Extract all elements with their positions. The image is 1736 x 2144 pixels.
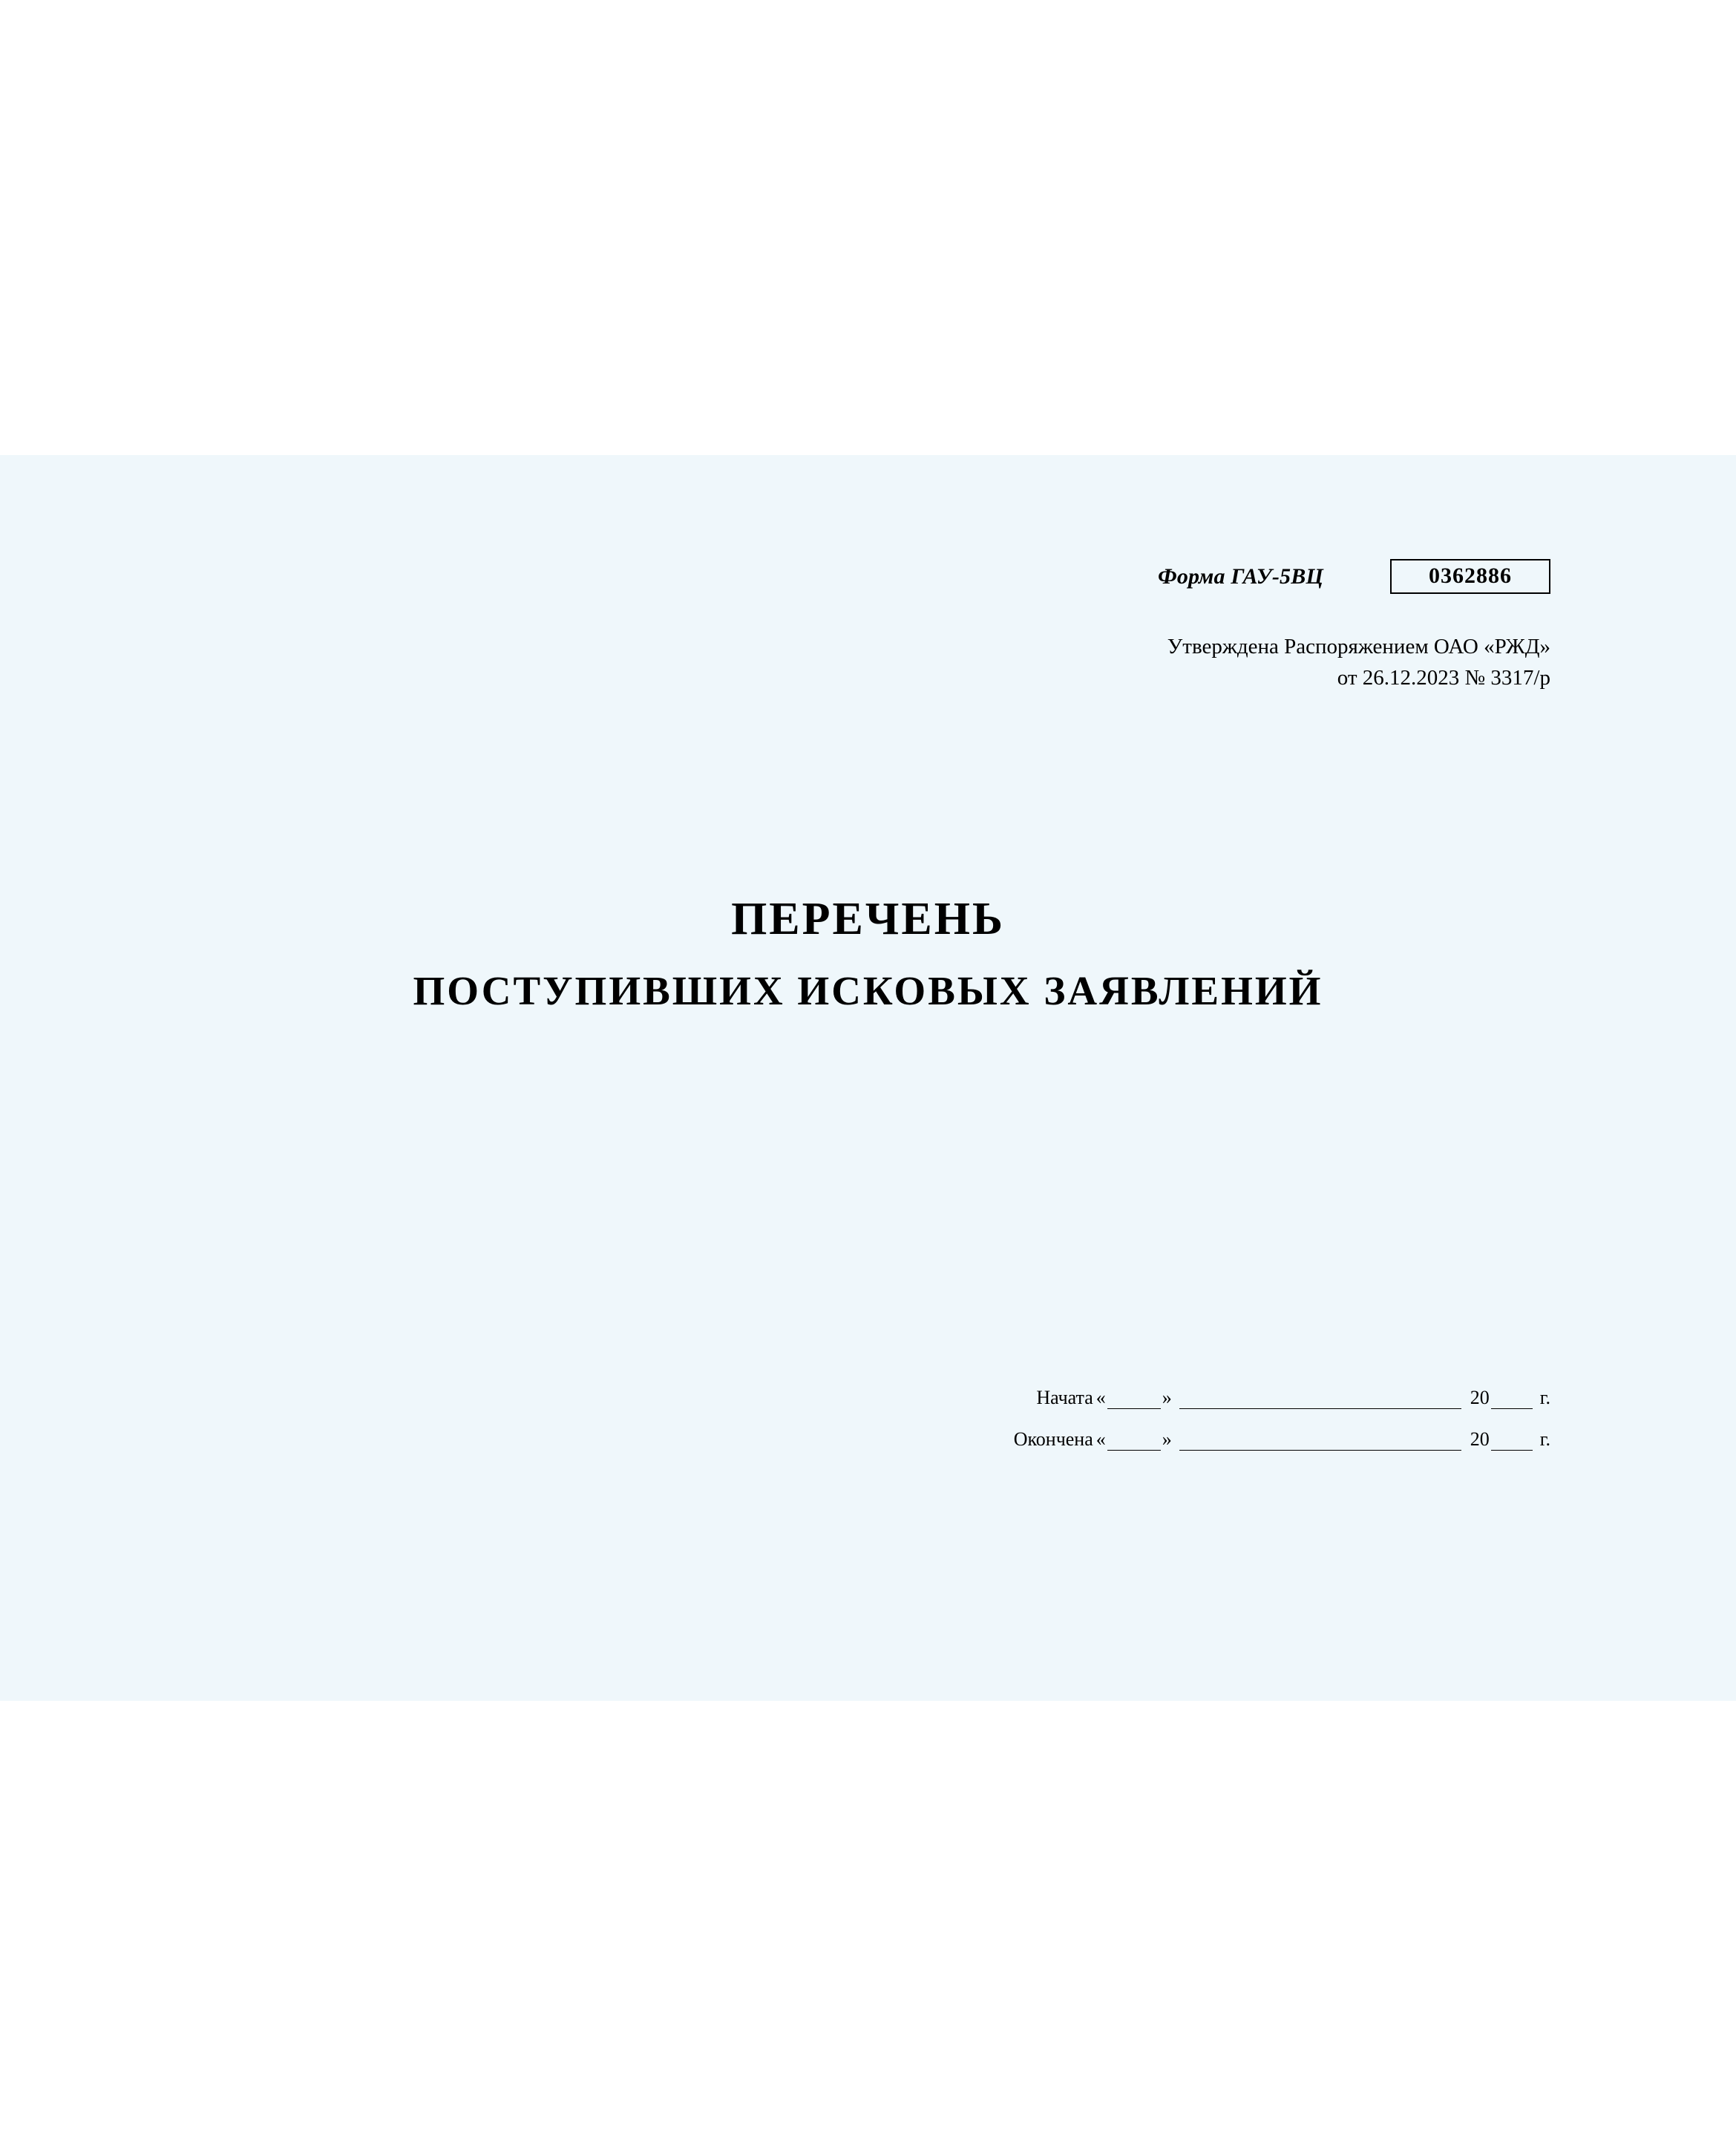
start-quote-open: « [1095, 1387, 1106, 1408]
start-year-prefix: 20 [1470, 1387, 1490, 1408]
start-year-input[interactable] [1491, 1392, 1533, 1409]
end-month-input[interactable] [1179, 1434, 1461, 1451]
approval-line-1: Утверждена Распоряжением ОАО «РЖД» [1167, 635, 1550, 658]
end-day-input[interactable] [1107, 1434, 1161, 1451]
start-day-input[interactable] [1107, 1392, 1161, 1409]
start-month-input[interactable] [1179, 1392, 1461, 1409]
start-date-row [986, 1387, 1550, 1409]
end-date-row [986, 1428, 1550, 1451]
end-year-prefix: 20 [1470, 1428, 1490, 1450]
form-identification-row [882, 559, 1550, 594]
end-date-label: Окончена [1013, 1428, 1093, 1450]
form-code: Форма ГАУ-5ВЦ [1158, 563, 1323, 589]
page-subtitle: ПОСТУПИВШИХ ИСКОВЫХ ЗАЯВЛЕНИЙ [413, 968, 1323, 1013]
approval-note [882, 631, 1550, 693]
form-header [882, 559, 1550, 693]
page-title: ПЕРЕЧЕНЬ [731, 894, 1005, 944]
end-quote-open: « [1095, 1428, 1106, 1450]
document-page [0, 455, 1736, 1701]
start-quote-close: » [1162, 1387, 1172, 1408]
end-quote-close: » [1162, 1428, 1172, 1450]
start-year-suffix: г. [1539, 1387, 1550, 1408]
start-date-label: Начата [1036, 1387, 1093, 1408]
form-number-box: 0362886 [1390, 559, 1550, 594]
end-year-suffix: г. [1539, 1428, 1550, 1450]
end-year-input[interactable] [1491, 1434, 1533, 1451]
approval-line-2: от 26.12.2023 № 3317/р [1337, 666, 1550, 690]
date-fields [986, 1387, 1550, 1470]
